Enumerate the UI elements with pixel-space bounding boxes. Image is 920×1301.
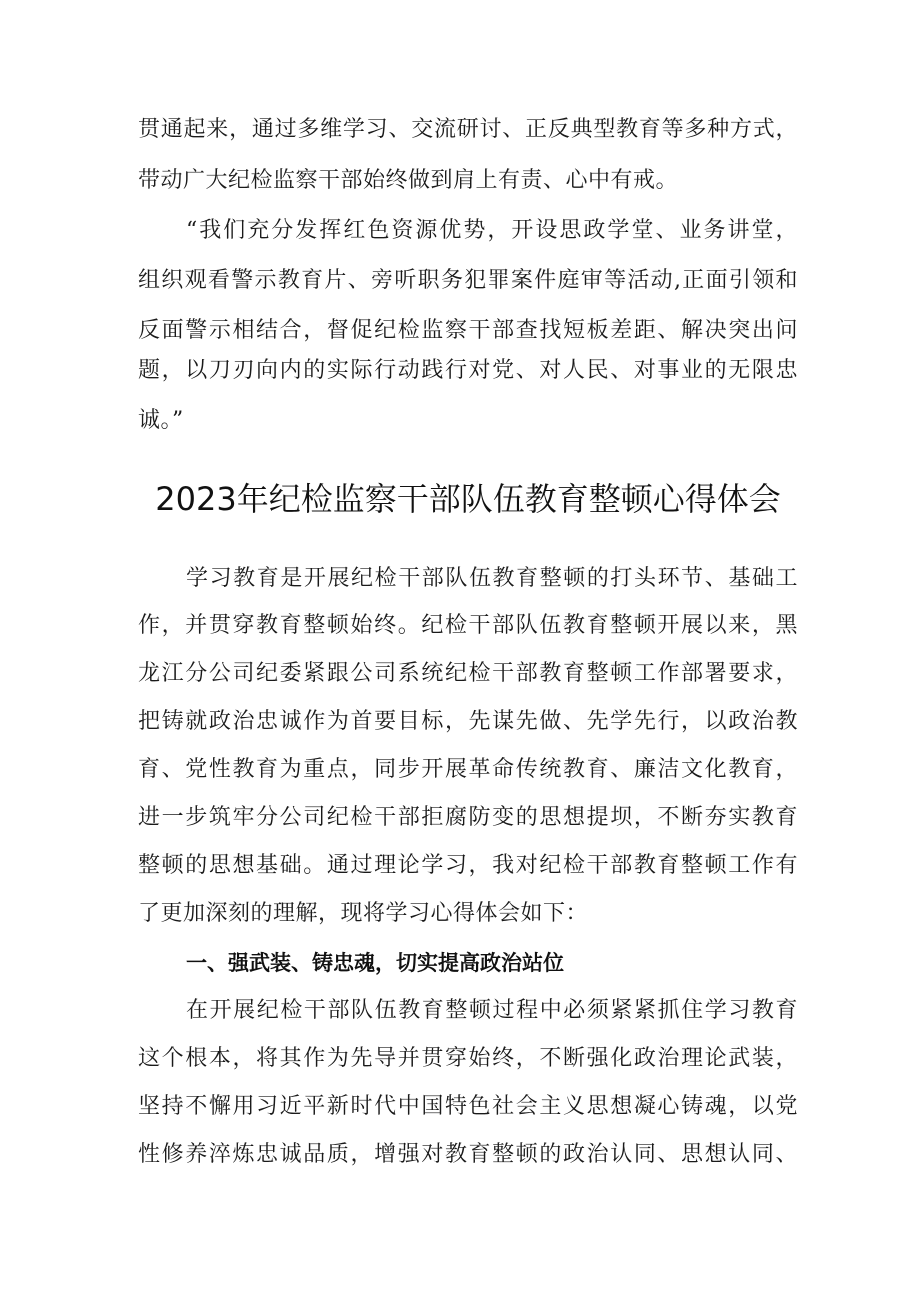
paragraph-line: 带动广大纪检监察干部始终做到肩上有责、心中有戒。 bbox=[138, 168, 679, 193]
paragraph-line: 作，并贯穿教育整顿始终。纪检干部队伍教育整顿开展以来，黑 bbox=[138, 613, 798, 638]
paragraph-line: 题，以刀刃向内的实际行动践行对党、对人民、对事业的无限忠 bbox=[138, 358, 798, 383]
paragraph-line: 性修养淬炼忠诚品质，增强对教育整顿的政治认同、思想认同、 bbox=[138, 1142, 798, 1167]
paragraph-line: 育、党性教育为重点，同步开展革命传统教育、廉洁文化教育， bbox=[138, 757, 798, 782]
paragraph-line: 把铸就政治忠诚作为首要目标，先谋先做、先学先行，以政治教 bbox=[138, 709, 798, 734]
paragraph-line: 反面警示相结合，督促纪检监察干部查找短板差距、解决突出问 bbox=[138, 318, 798, 343]
paragraph-line: 整顿的思想基础。通过理论学习，我对纪检干部教育整顿工作有 bbox=[138, 853, 798, 878]
paragraph-line: 在开展纪检干部队伍教育整顿过程中必须紧紧抓住学习教育 bbox=[186, 998, 798, 1023]
paragraph-line: 龙江分公司纪委紧跟公司系统纪检干部教育整顿工作部署要求， bbox=[138, 661, 798, 686]
paragraph-line: 诚。” bbox=[138, 408, 184, 433]
paragraph-line: 坚持不懈用习近平新时代中国特色社会主义思想凝心铸魂，以党 bbox=[138, 1094, 798, 1119]
paragraph-line: 贯通起来，通过多维学习、交流研讨、正反典型教育等多种方式， bbox=[138, 117, 798, 142]
paragraph-line: 组织观看警示教育片、旁听职务犯罪案件庭审等活动,正面引领和 bbox=[138, 268, 798, 293]
document-title: 2023年纪检监察干部队伍教育整顿心得体会 bbox=[155, 480, 781, 518]
section-heading: 一、强武装、铸忠魂，切实提高政治站位 bbox=[186, 951, 564, 975]
paragraph-line: 了更加深刻的理解，现将学习心得体会如下： bbox=[138, 901, 589, 926]
paragraph-line: 这个根本，将其作为先导并贯穿始终，不断强化政治理论武装， bbox=[138, 1046, 798, 1071]
paragraph-line: 进一步筑牢分公司纪检干部拒腐防变的思想提坝，不断夯实教育 bbox=[138, 805, 798, 830]
paragraph-line: 学习教育是开展纪检干部队伍教育整顿的打头环节、基础工 bbox=[186, 566, 798, 591]
paragraph-line: “我们充分发挥红色资源优势，开设思政学堂、业务讲堂， bbox=[186, 218, 798, 243]
